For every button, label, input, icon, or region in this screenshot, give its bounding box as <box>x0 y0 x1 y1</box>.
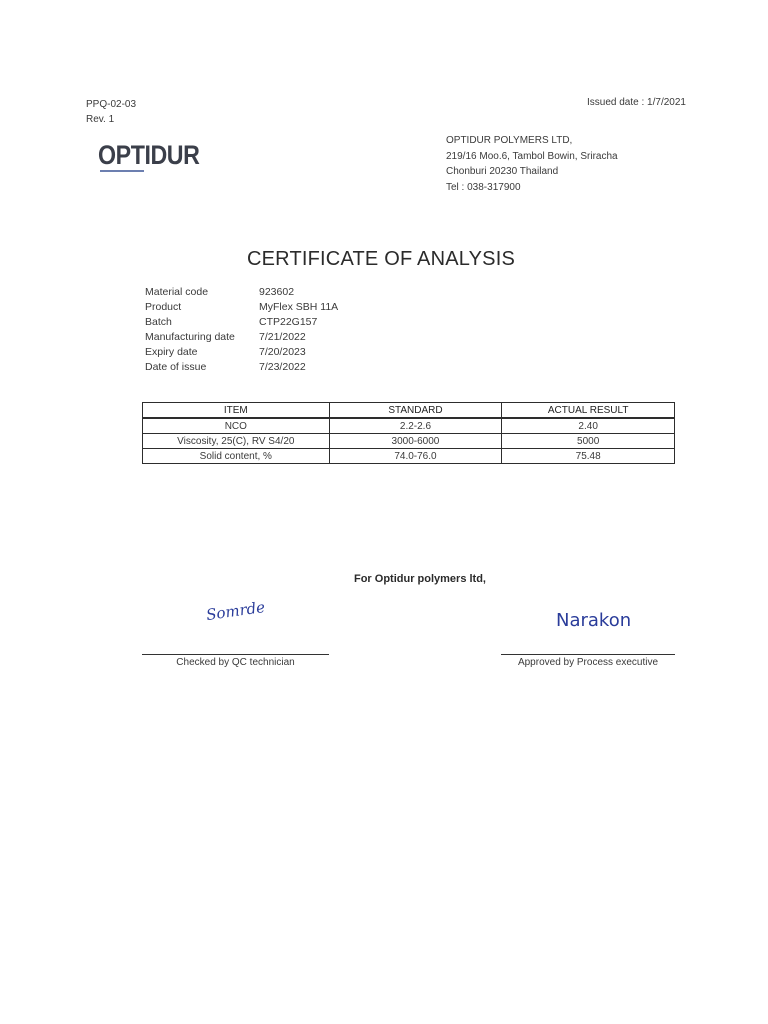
detail-row <box>145 285 338 300</box>
company-logo: OPTIDUR <box>98 140 200 170</box>
table-cell-standard: 2.2-2.6 <box>329 418 502 434</box>
company-address-line-1: 219/16 Moo.6, Tambol Bowin, Sriracha <box>446 150 618 162</box>
table-cell-item: Viscosity, 25(C), RV S4/20 <box>143 434 330 449</box>
column-header-item: ITEM <box>143 403 330 419</box>
column-header-standard: STANDARD <box>329 403 502 419</box>
detail-value: 923602 <box>259 286 295 298</box>
detail-value: 7/20/2023 <box>259 346 306 358</box>
issued-date: Issued date : 1/7/2021 <box>587 97 686 108</box>
table-cell-standard: 74.0-76.0 <box>329 449 502 464</box>
detail-label: Manufacturing date <box>145 331 235 343</box>
detail-label: Product <box>145 301 182 313</box>
company-address-block <box>446 133 618 195</box>
detail-label: Batch <box>145 316 172 328</box>
detail-row <box>145 315 338 330</box>
detail-value: 7/21/2022 <box>259 331 306 343</box>
table-header-row <box>143 403 675 419</box>
detail-row <box>145 360 338 375</box>
company-name: OPTIDUR POLYMERS LTD, <box>446 135 573 146</box>
detail-value: MyFlex SBH 11A <box>259 301 339 313</box>
checked-by-caption: Checked by QC technician <box>176 657 295 668</box>
approved-by-caption: Approved by Process executive <box>517 657 659 668</box>
logo-underline <box>100 170 144 172</box>
for-company-line: For Optidur polymers ltd, <box>353 573 486 585</box>
table-row <box>143 434 675 449</box>
analysis-results-table <box>142 402 675 464</box>
table-cell-item: Solid content, % <box>143 449 330 464</box>
detail-label: Expiry date <box>145 346 198 358</box>
signature-line-right <box>501 654 675 655</box>
page-title: CERTIFICATE OF ANALYSIS <box>247 248 515 270</box>
material-details <box>145 285 338 375</box>
document-code-block <box>86 97 136 127</box>
table-cell-standard: 3000-6000 <box>329 434 502 449</box>
signature-line-left <box>142 654 329 655</box>
detail-row <box>145 330 338 345</box>
company-phone: Tel : 038-317900 <box>446 181 521 193</box>
document-code: PPQ-02-03 <box>86 99 137 110</box>
table-cell-actual: 75.48 <box>502 449 675 464</box>
table-cell-actual: 5000 <box>502 434 675 449</box>
detail-label: Date of issue <box>145 361 207 373</box>
detail-value: 7/23/2022 <box>259 361 306 373</box>
column-header-actual-result: ACTUAL RESULT <box>502 403 675 419</box>
detail-label: Material code <box>145 286 209 298</box>
process-executive-signature: Narakon <box>556 610 632 631</box>
detail-value: CTP22G157 <box>259 316 318 328</box>
revision-label: Rev. 1 <box>86 114 115 125</box>
detail-row <box>145 300 338 315</box>
table-row <box>143 449 675 464</box>
table-cell-actual: 2.40 <box>502 418 675 434</box>
company-address-line-2: Chonburi 20230 Thailand <box>446 166 559 177</box>
qc-technician-signature: Somrde <box>205 597 267 625</box>
detail-row <box>145 345 338 360</box>
table-row <box>143 418 675 434</box>
table-cell-item: NCO <box>143 418 330 434</box>
